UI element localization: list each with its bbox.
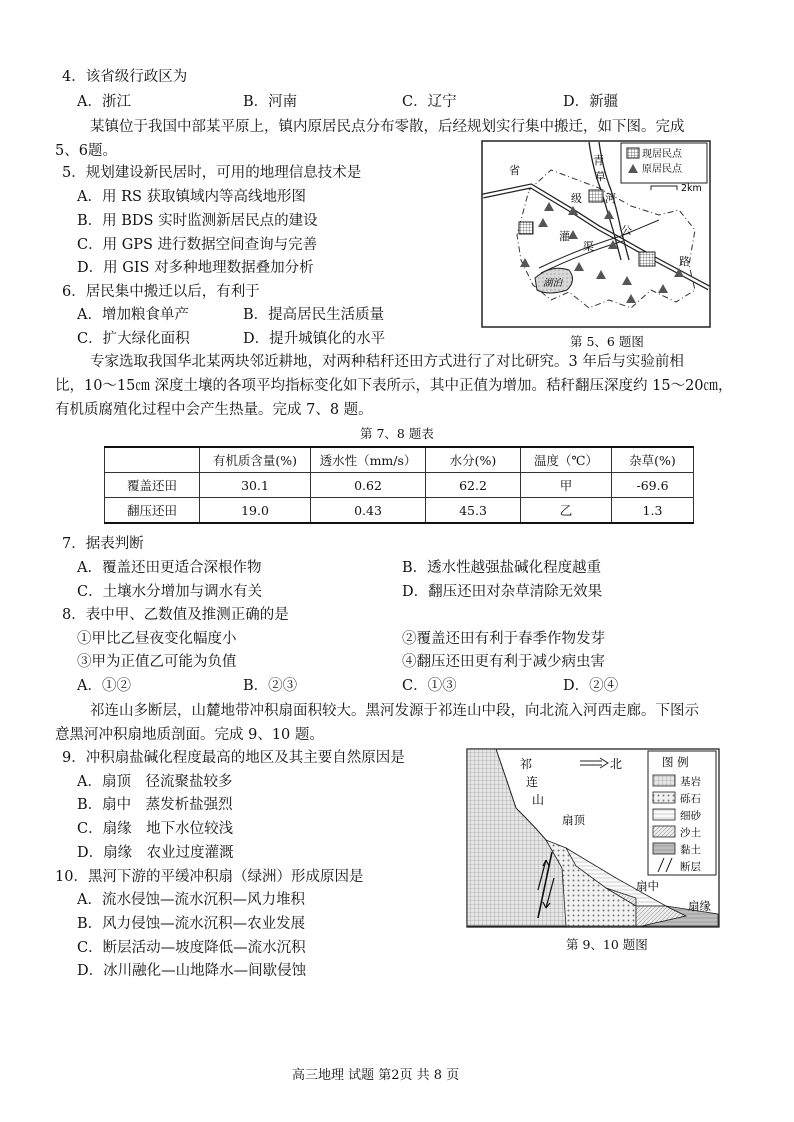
table-header-cell: 杂草(%) bbox=[612, 447, 694, 473]
legend-bedrock: 基岩 bbox=[680, 776, 701, 788]
q7-option-a: A．覆盖还田更适合深根作物 bbox=[77, 560, 262, 576]
q5-option-c: C．用 GPS 进行数据空间查询与完善 bbox=[77, 237, 318, 253]
q4-option-a: A．浙江 bbox=[77, 94, 131, 110]
fig-legend-title: 图 例 bbox=[662, 755, 689, 769]
legend-gravel: 砾石 bbox=[680, 793, 701, 805]
q8-statement-4: ④翻压还田更有利于减少病虫害 bbox=[402, 654, 605, 670]
intro-78-line3: 有机质腐殖化过程中会产生热量。完成 7、8 题。 bbox=[55, 402, 373, 418]
q8-option-c: C．①③ bbox=[402, 678, 457, 694]
q9-option-a: A．扇顶 径流聚盐较多 bbox=[77, 774, 233, 790]
new-settlement-marker bbox=[639, 252, 655, 266]
table-cell: 1.3 bbox=[612, 498, 694, 524]
q6-option-b: B．提高居民生活质量 bbox=[243, 307, 385, 323]
q7-stem: 7．据表判断 bbox=[62, 536, 144, 552]
table-cell: 甲 bbox=[521, 473, 612, 498]
table-row bbox=[105, 473, 694, 498]
table-cell: -69.6 bbox=[612, 473, 694, 498]
label-lu: 路 bbox=[679, 255, 690, 268]
q8-option-a: A．①② bbox=[77, 678, 131, 694]
label-ji: 级 bbox=[571, 192, 582, 205]
q4-option-b: B．河南 bbox=[243, 94, 298, 110]
table-header-cell: 透水性（mm/s） bbox=[311, 447, 426, 473]
label-guan: 灌 bbox=[559, 230, 570, 243]
table-7-8 bbox=[104, 446, 694, 524]
q8-statement-1: ①甲比乙昼夜变化幅度小 bbox=[77, 631, 237, 647]
q10-option-c: C．断层活动—坡度降低—流水沉积 bbox=[77, 940, 306, 956]
q8-statement-3: ③甲为正值乙可能为负值 bbox=[77, 654, 237, 670]
table-header-cell bbox=[105, 447, 200, 473]
intro-78-line1: 专家选取我国华北某两块邻近耕地，对两种秸秆还田方式进行了对比研究。3 年后与实验前相 bbox=[90, 354, 684, 370]
label-fan-middle: 扇中 bbox=[636, 879, 659, 893]
q10-option-b: B．风力侵蚀—流水沉积—农业发展 bbox=[77, 916, 306, 932]
q8-stem: 8．表中甲、乙数值及推测正确的是 bbox=[62, 607, 289, 623]
label-fan-edge: 扇缘 bbox=[688, 899, 711, 913]
label-qing: 青 bbox=[593, 154, 604, 167]
q4-option-d: D．新疆 bbox=[563, 94, 619, 110]
fan-profile-figure bbox=[466, 748, 720, 928]
q7-option-c: C．土壤水分增加与调水有关 bbox=[77, 584, 263, 600]
intro-910-line1: 祁连山多断层，山麓地带冲积扇面积较大。黑河发源于祁连山中段，向北流入河西走廊。下图示 bbox=[90, 703, 699, 719]
q6-option-d: D．提升城镇化的水平 bbox=[243, 331, 386, 347]
table-cell: 翻压还田 bbox=[105, 498, 200, 524]
label-gong: 公 bbox=[621, 224, 632, 237]
table-cell: 62.2 bbox=[426, 473, 521, 498]
table-header-cell: 有机质含量(%) bbox=[200, 447, 311, 473]
table-cell: 45.3 bbox=[426, 498, 521, 524]
table-cell: 30.1 bbox=[200, 473, 311, 498]
q10-option-d: D．冰川融化—山地降水—间歇侵蚀 bbox=[77, 963, 307, 979]
table-cell: 0.62 bbox=[311, 473, 426, 498]
label-lian: 连 bbox=[526, 775, 539, 789]
legend-clay: 黏土 bbox=[680, 844, 701, 856]
intro-910-line2: 意黑河冲积扇地质剖面。完成 9、10 题。 bbox=[55, 727, 324, 743]
q9-option-b: B．扇中 蒸发析盐强烈 bbox=[77, 797, 233, 813]
q6-stem: 6．居民集中搬迁以后，有利于 bbox=[62, 284, 260, 300]
q8-option-d: D．②④ bbox=[563, 678, 619, 694]
label-fan-top: 扇顶 bbox=[562, 813, 585, 827]
legend-fault: 断层 bbox=[680, 861, 701, 873]
label-he: 河 bbox=[605, 192, 616, 205]
q4-option-c: C．辽宁 bbox=[402, 94, 457, 110]
intro-56-line2: 5、6题。 bbox=[55, 143, 117, 159]
q5-option-b: B．用 BDS 实时监测新居民点的建设 bbox=[77, 213, 318, 229]
label-qu: 渠 bbox=[583, 240, 594, 253]
q10-option-a: A．流水侵蚀—流水沉积—风力堆积 bbox=[77, 892, 305, 908]
legend-fine-sand: 细砂 bbox=[680, 810, 701, 822]
q5-stem: 5．规划建设新民居时，可用的地理信息技术是 bbox=[62, 165, 362, 181]
q7-option-d: D．翻压还田对杂草清除无效果 bbox=[402, 584, 603, 600]
legend-sand-soil: 沙土 bbox=[680, 827, 701, 839]
q9-option-c: C．扇缘 地下水位较浅 bbox=[77, 821, 234, 837]
q5-option-d: D．用 GIS 对多种地理数据叠加分析 bbox=[77, 260, 314, 276]
table-cell: 覆盖还田 bbox=[105, 473, 200, 498]
fan-profile-caption: 第 9、10 题图 bbox=[566, 937, 648, 952]
map-5-6-caption: 第 5、6 题图 bbox=[570, 334, 644, 349]
q9-option-d: D．扇缘 农业过度灌溉 bbox=[77, 845, 234, 861]
table-cell: 乙 bbox=[521, 498, 612, 524]
q6-option-a: A．增加粮食单产 bbox=[77, 307, 189, 323]
label-shan: 山 bbox=[532, 793, 545, 807]
table-cell: 0.43 bbox=[311, 498, 426, 524]
q8-statement-2: ②覆盖还田有利于春季作物发芽 bbox=[402, 631, 605, 647]
q8-option-b: B．②③ bbox=[243, 678, 298, 694]
q5-option-a: A．用 RS 获取镇域内等高线地形图 bbox=[77, 189, 307, 205]
new-settlement-marker bbox=[519, 222, 533, 234]
label-cao: 草 bbox=[595, 170, 606, 183]
new-settlement-marker bbox=[589, 190, 603, 202]
table-header-row bbox=[105, 447, 694, 473]
label-qi: 祁 bbox=[520, 757, 533, 771]
q4-stem: 4．该省级行政区为 bbox=[62, 69, 188, 85]
table-7-8-caption: 第 7、8 题表 bbox=[360, 426, 434, 441]
intro-56-line1: 某镇位于我国中部某平原上，镇内原居民点分布零散，后经规划实行集中搬迁，如下图。完成 bbox=[90, 119, 685, 135]
legend-new-settlement: 现居民点 bbox=[642, 149, 682, 160]
table-row bbox=[105, 498, 694, 524]
label-lake: 湖泊 bbox=[543, 278, 563, 289]
q10-stem: 10．黑河下游的平缓冲积扇（绿洲）形成原因是 bbox=[55, 869, 364, 885]
intro-78-line2: 比，10～15㎝ 深度土壤的各项平均指标变化如下表所示，其中正值为增加。秸秆翻压深度约 15～20㎝， bbox=[55, 378, 733, 394]
map-5-6-figure bbox=[481, 140, 711, 328]
map-scale-label: 2km bbox=[681, 183, 702, 194]
page-footer: 高三地理 试题 第2页 共 8 页 bbox=[292, 1068, 460, 1083]
table-header-cell: 温度（℃） bbox=[521, 447, 612, 473]
legend-old-settlement: 原居民点 bbox=[642, 164, 682, 175]
table-header-cell: 水分(%) bbox=[426, 447, 521, 473]
q6-option-c: C．扩大绿化面积 bbox=[77, 331, 190, 347]
q9-stem: 9．冲积扇盐碱化程度最高的地区及其主要自然原因是 bbox=[62, 750, 405, 766]
label-sheng: 省 bbox=[509, 164, 520, 177]
north-label: 北 bbox=[610, 757, 623, 771]
q7-option-b: B．透水性越强盐碱化程度越重 bbox=[402, 560, 602, 576]
table-cell: 19.0 bbox=[200, 498, 311, 524]
